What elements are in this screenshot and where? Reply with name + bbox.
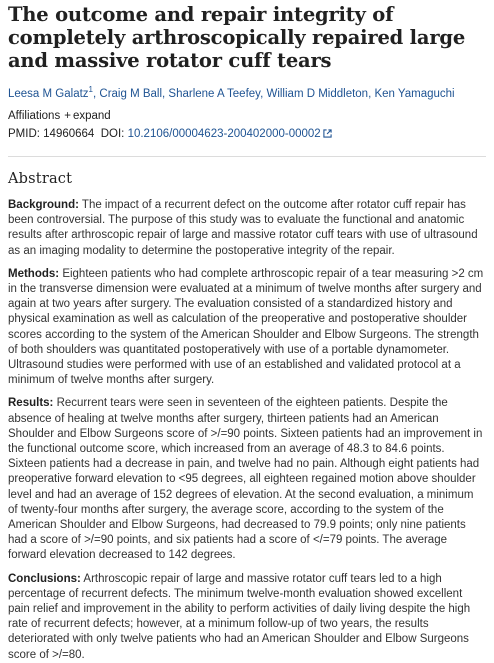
author-link[interactable]: Leesa M Galatz [8, 88, 89, 100]
article-identifiers [8, 127, 486, 142]
abstract-results [8, 396, 486, 563]
doi-value: 10.2106/00004623-200402000-00002 [127, 128, 321, 140]
doi-label: DOI: [100, 128, 125, 140]
article-title: The outcome and repair integrity of completely arthroscopically repaired large and massive rotator cuff tears [8, 3, 466, 72]
pmid-value: 14960664 [43, 128, 95, 140]
abstract-section-text: Arthroscopic repair of large and massive rotator cuff tears led to a high percentage of recurrent defects. The minimum twelve-month evaluation showed excellent pain relief and improvement in the ability to perform activities of daily living despite the high rate of recurrent defects; however, at a minimum follow-up of two years, the results deteriorated with only twelve patients who had an American Shoulder and Elbow Surgeons score of >/=80. [8, 572, 471, 661]
abstract-background [8, 198, 486, 259]
author-affiliation-number[interactable]: 1 [88, 85, 93, 95]
author-list: Leesa M Galatz$^1$, Craig M Ball, Sharlene A Teefey, William D Middleton, Ken Yamaguchi [8, 85, 455, 100]
expand-plus-icon: + [64, 110, 71, 122]
abstract-section-label: Conclusions: [8, 572, 81, 585]
author-link[interactable]: Sharlene A Teefey [168, 88, 261, 100]
expand-label: expand [72, 110, 111, 122]
affiliations-label: Affiliations [8, 110, 61, 122]
abstract-heading: Abstract [8, 171, 73, 187]
abstract-conclusions [8, 572, 486, 663]
author-link[interactable]: William D Middleton [266, 88, 369, 100]
external-link-icon [323, 128, 332, 142]
abstract-methods [8, 267, 486, 389]
abstract-section-text: The impact of a recurrent defect on the outcome after rotator cuff repair has been controversial. The purpose of this study was to evaluate the functional and anatomic results after arthroscopic repair of large and massive rotator cuff tears with use of ultrasound as an imaging modality to determine the postoperative integrity of the repair. [8, 199, 478, 257]
abstract-section-label: Results: [8, 397, 54, 410]
doi-link[interactable] [128, 128, 332, 140]
abstract-section-label: Methods: [8, 267, 60, 280]
abstract-section-text: Eighteen patients who had complete arthroscopic repair of a tear measuring >2 cm in the transverse dimension were evaluated at a minimum of twelve months after surgery and again at two years after surgery. The evaluation consisted of a standardized history and physical examination as well as calculation of the preoperative and postoperative shoulder scores according to the system of the American Shoulder and Elbow Surgeons. The strength of both shoulders was quantitated postoperatively with use of a portable dynamometer. Ultrasound studies were performed with use of an established and validated protocol at a minimum of twelve months after surgery. [8, 267, 484, 387]
section-divider [8, 156, 486, 157]
abstract-section-text: Recurrent tears were seen in seventeen of the eighteen patients. Despite the absence of healing at twelve months after surgery, thirteen patients had an American Shoulder and Elbow Surgeons score of >/=90 points. Sixteen patients had an improvement in the functional outcome score, which increased from an average of 48.3 to 84.6 points. Sixteen patients had a decrease in pain, and twelve had no pain. Although eight patients had preoperative forward elevation to <95 degrees, all eighteen regained motion above shoulder level and had an average of 152 degrees of elevation. At the second evaluation, a minimum of twenty-four months after surgery, the average score, according to the system of the American Shoulder and Elbow Surgeons, had decreased to 79.9 points; only nine patients had a score of >/=90 points, and six patients had a score of </=79 points. The average forward elevation decreased to 142 degrees. [8, 397, 483, 562]
affiliations-toggle[interactable] [8, 109, 486, 123]
abstract-section-label: Background: [8, 199, 79, 211]
author-link[interactable]: Craig M Ball [99, 88, 163, 100]
pmid-label: PMID: [8, 128, 40, 140]
author-link[interactable]: Ken Yamaguchi [374, 88, 455, 100]
